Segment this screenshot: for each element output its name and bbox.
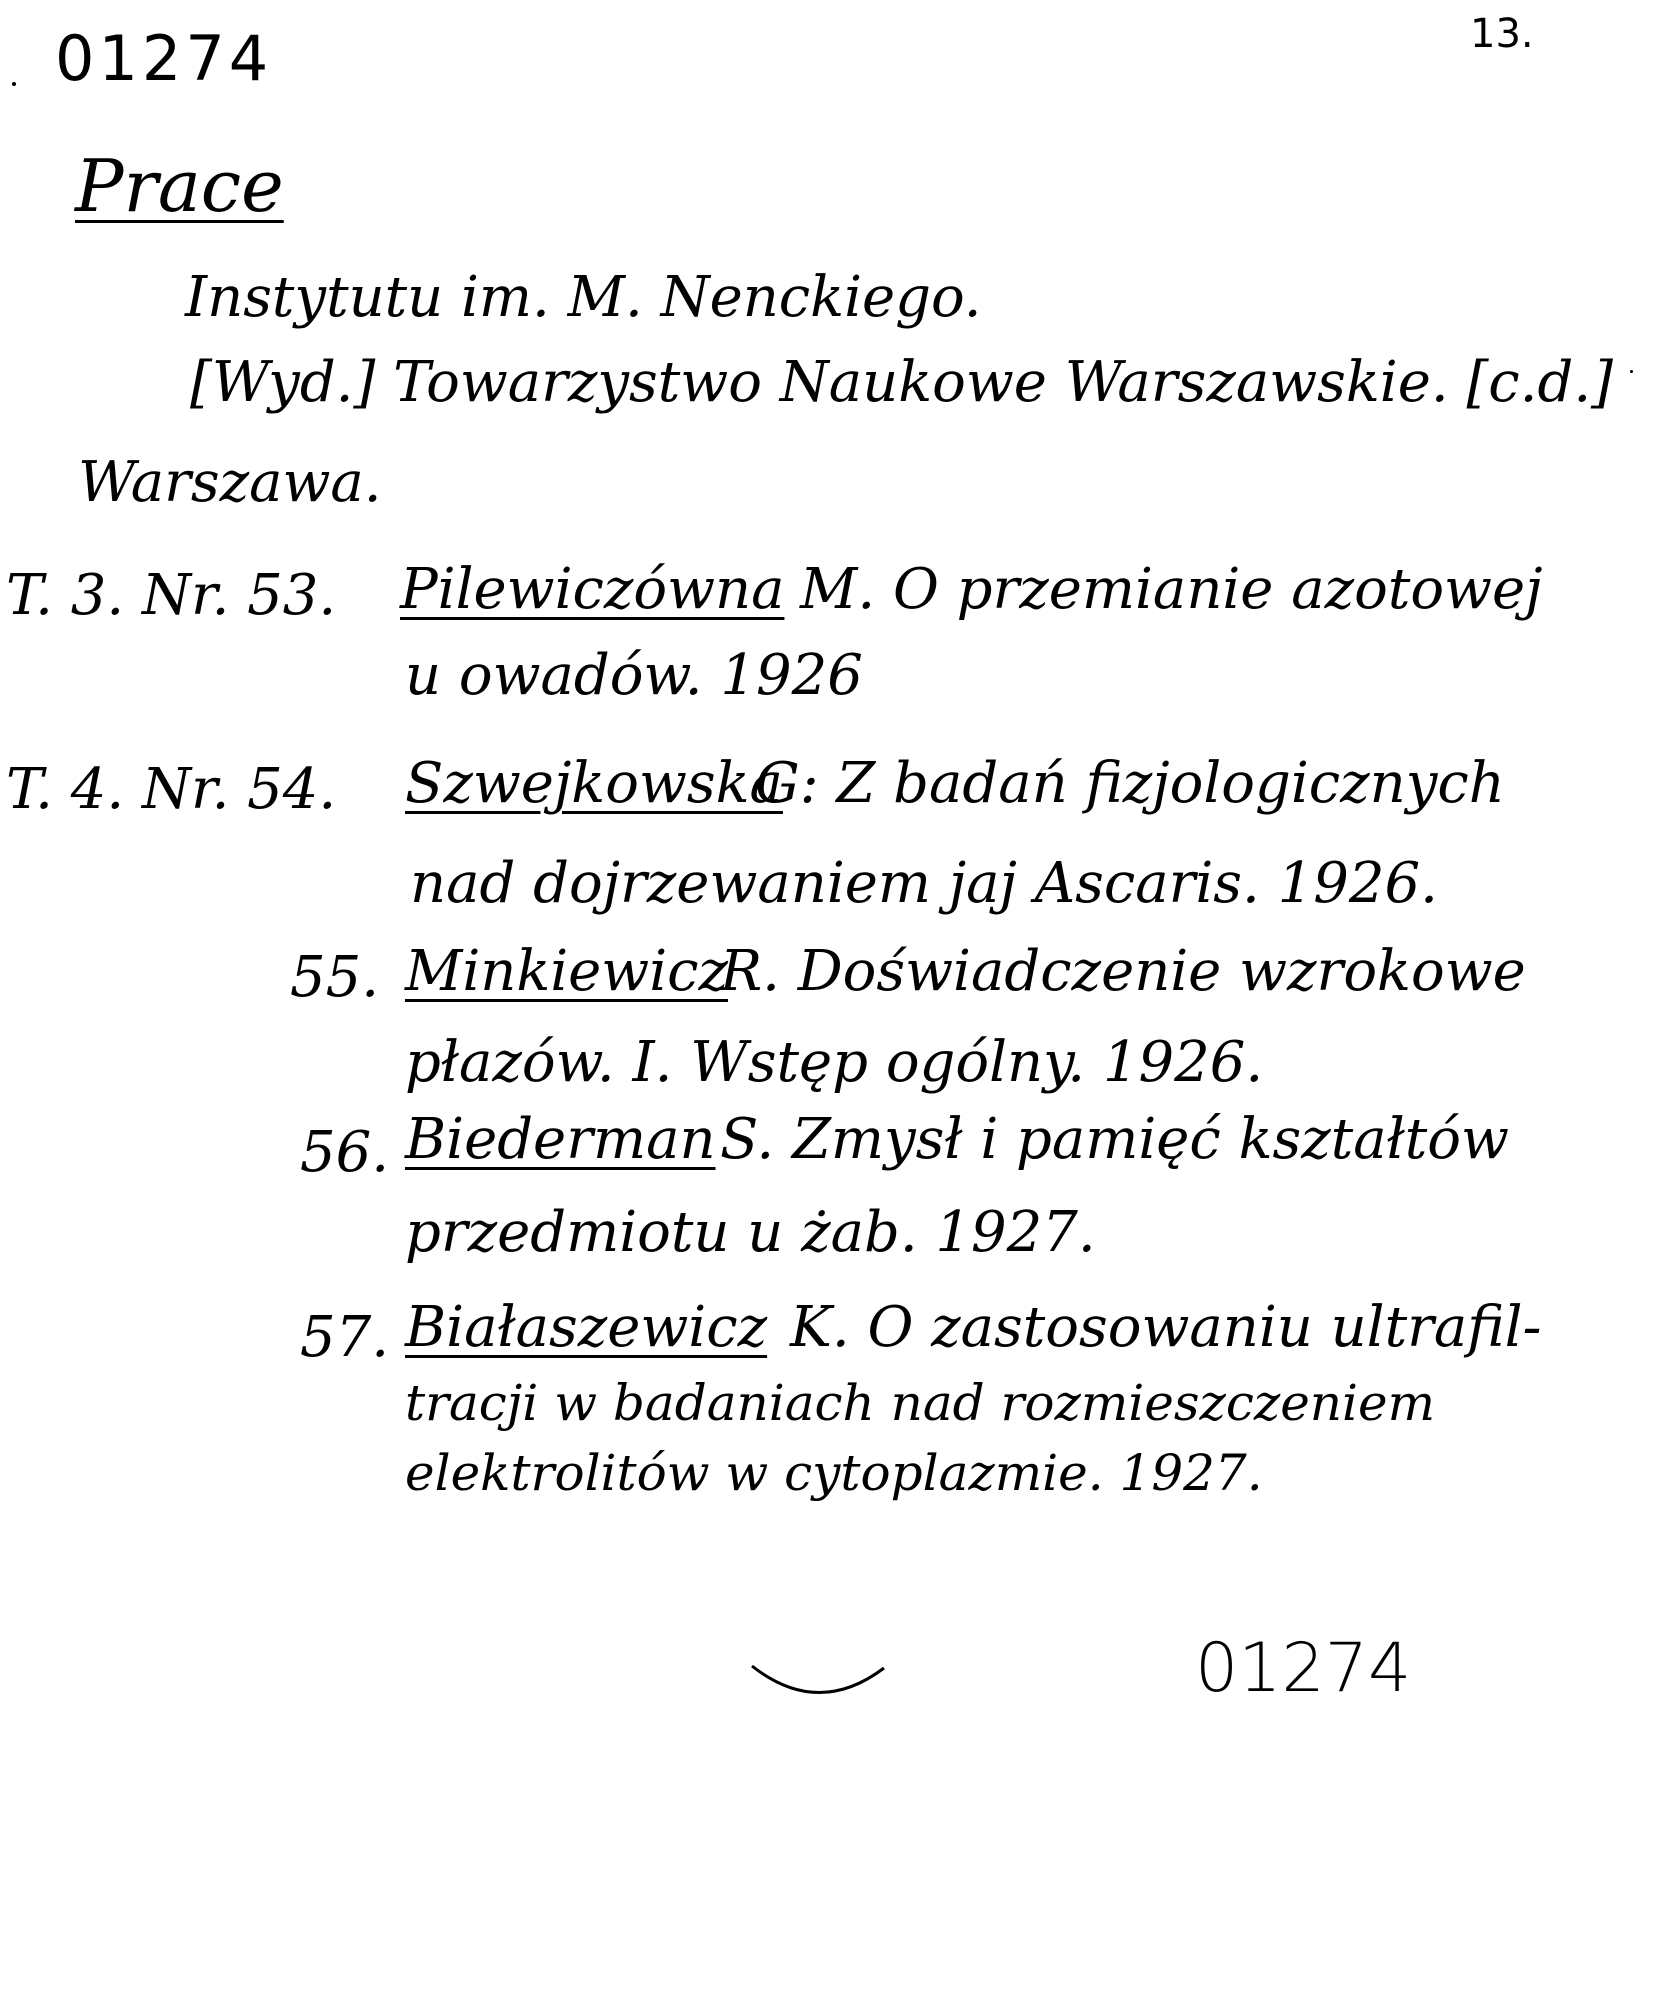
entry-title-line1: K. O zastosowaniu ultrafil-: [790, 1295, 1542, 1360]
call-number-bottom: 01274: [1195, 1629, 1412, 1708]
scan-speck: [1630, 370, 1633, 373]
entry-title-line2: nad dojrzewaniem jaj Ascaris. 1926.: [410, 851, 1438, 916]
card-publisher: [Wyd.] Towarzystwo Naukowe Warszawskie. [c.d.]: [190, 350, 1613, 415]
entry-volume: 55.: [290, 945, 380, 1010]
entry-title-line1: G: Z badań fizjologicznych: [755, 751, 1505, 816]
entry-title-line1: S. Zmysł i pamięć kształtów: [720, 1107, 1509, 1172]
entry-title-line2: tracji w badaniach nad rozmieszczeniem: [405, 1374, 1436, 1432]
scan-speck: [12, 82, 16, 86]
entry-title-line1: R. Doświadczenie wzrokowe: [720, 939, 1526, 1004]
entry-volume: 57.: [300, 1305, 390, 1370]
entry-author: Biederman: [405, 1107, 716, 1172]
card-place: Warszawa.: [78, 450, 382, 515]
entry-title-line1: M. O przemianie azotowej: [800, 557, 1543, 622]
entry-volume: T. 3. Nr. 53.: [6, 563, 337, 628]
entry-volume: 56.: [300, 1120, 390, 1185]
page-number: 13.: [1470, 11, 1534, 57]
entry-title-line2: u owadów. 1926: [405, 643, 863, 708]
entry-title-line2: przedmiotu u żab. 1927.: [405, 1200, 1096, 1265]
entry-title-line2: płazów. I. Wstęp ogólny. 1926.: [405, 1030, 1264, 1095]
entry-volume: T. 4. Nr. 54.: [6, 757, 337, 822]
punch-hole-arc: [748, 1660, 888, 1710]
entry-author: Białaszewicz: [405, 1295, 768, 1360]
entry-author: Szwejkowska: [405, 751, 783, 816]
entry-author: Minkiewicz: [405, 939, 729, 1004]
call-number-top: 01274: [55, 22, 273, 95]
entry-title-line3: elektrolitów w cytoplazmie. 1927.: [405, 1444, 1263, 1502]
card-title: Prace: [75, 144, 284, 228]
card-subtitle: Instytutu im. M. Nenckiego.: [185, 265, 982, 330]
entry-author: Pilewiczówna: [400, 557, 785, 622]
